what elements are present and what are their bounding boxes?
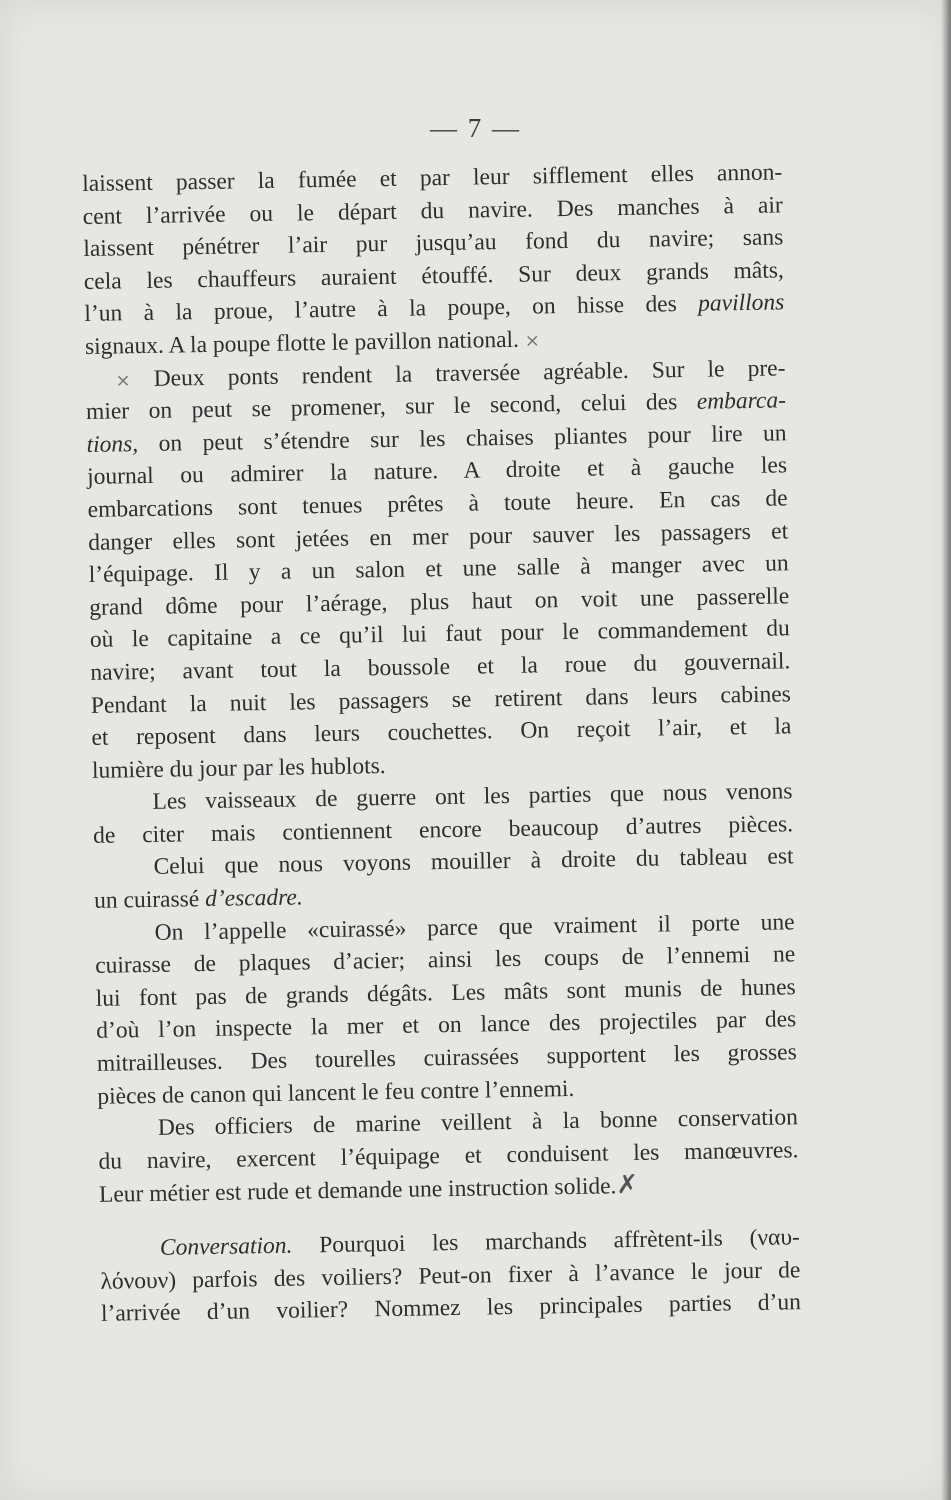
text-line: et reposent dans leurs couchettes. On reçoit l’air, et la xyxy=(91,713,792,752)
text-segment: Pourquoi les marchands affrètent-ils (ναυ- xyxy=(319,1224,801,1259)
text-line: où le capitaine a ce qu’il lui faut pour le commandement du xyxy=(89,615,790,654)
cross-mark-icon: × xyxy=(115,369,131,392)
text-segment: on peut s’étendre sur les chaises pliantes pour lire un xyxy=(158,420,787,457)
text-line: d’où l’on inspecte la mer et on lance des projectiles par des xyxy=(96,1006,797,1045)
body-text xyxy=(82,156,801,1330)
text-line: laissent pénétrer l’air pur jusqu’au fond du navire; sans xyxy=(83,224,784,263)
text-line: l’équipage. Il y a un salon et une salle à manger avec un xyxy=(88,550,789,589)
text-line: λόνουν) parfois des voiliers? Peut-on fixer à l’avance le jour de xyxy=(100,1256,801,1295)
text-line: lui font pas de grands dégâts. Les mâts sont munis de hunes xyxy=(95,974,796,1012)
italic-term: embarca- xyxy=(696,387,787,415)
text-segment: Deux ponts rendent la traversée agréable. Sur le pre- xyxy=(153,354,786,392)
text-line: Celui que nous voyons mouiller à droite du tableau est xyxy=(153,843,794,881)
text-line: cent l’arrivée ou le départ du navire. Des manches à air xyxy=(82,191,783,230)
section-heading: Conversation. xyxy=(159,1232,293,1261)
text-line: On l’appelle «cuirassé» parce que vraiment il porte une xyxy=(154,908,795,946)
cross-mark-icon: ✗ xyxy=(616,1170,639,1201)
text-line: Des officiers de marine veillent à la bonne conservation xyxy=(157,1104,799,1142)
text-line: l’arrivée d’un voilier? Nommez les principales parties d’un xyxy=(100,1289,802,1328)
text-segment: un cuirassé xyxy=(93,886,200,914)
page-number: — 7 — xyxy=(430,113,521,143)
italic-term: pavillons xyxy=(697,289,785,318)
text-segment: signaux. A la poupe flotte le pavillon national. xyxy=(84,326,520,360)
text-line: cuirasse de plaques d’acier; ainsi les coups de l’ennemi ne xyxy=(95,941,796,980)
text-line: laissent passer la fumée et par leur sifflement elles annon- xyxy=(82,159,783,197)
italic-term: d’escadre. xyxy=(204,884,303,913)
page-edge-shadow xyxy=(941,0,951,1500)
text-line: Pendant la nuit les passagers se retirent dans leurs cabines xyxy=(90,680,792,719)
text-segment: Leur métier est rude et demande une instruction solide. xyxy=(98,1173,617,1209)
italic-term: tions, xyxy=(86,430,139,458)
cross-mark-icon: × xyxy=(524,330,541,352)
text-line: grand dôme pour l’aérage, plus haut on voit une passerelle xyxy=(89,583,790,621)
text-line: cela les chauffeurs auraient étouffé. Sur deux grands mâts, xyxy=(83,257,785,295)
text-line: pièces de canon qui lancent le feu contre l’ennemi. xyxy=(97,1075,575,1110)
text-line: embarcations sont tenues prêtes à toute heure. En cas de xyxy=(87,485,788,523)
text-line: journal ou admirer la nature. A droite et à gauche les xyxy=(86,452,788,491)
text-segment: l’un à la proue, l’autre à la poupe, on hisse des xyxy=(84,291,677,328)
text-line: Les vaisseaux de guerre ont les parties que nous venons xyxy=(152,778,793,816)
text-line: danger elles sont jetées en mer pour sauver les passagers et xyxy=(87,517,789,556)
text-line: navire; avant tout la boussole et la roue du gouvernail. xyxy=(90,648,791,686)
text-line: lumière du jour par les hublots. xyxy=(91,752,386,784)
text-segment: mier on peut se promener, sur le second, celui des xyxy=(85,389,678,426)
text-line: mitrailleuses. Des tourelles cuirassées supportent les grosses xyxy=(96,1039,797,1077)
text-line: du navire, exercent l’équipage et conduisent les manœuvres. xyxy=(98,1137,799,1175)
text-line: de citer mais contiennent encore beaucoup d’autres pièces. xyxy=(92,811,794,849)
